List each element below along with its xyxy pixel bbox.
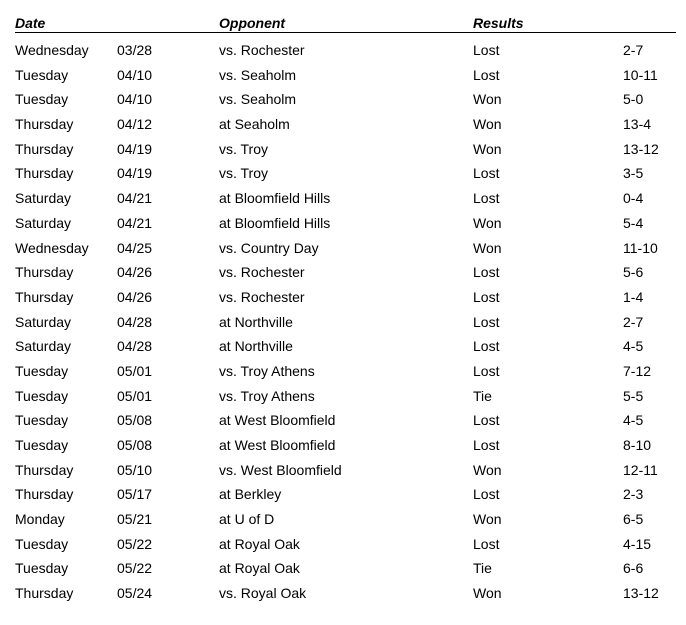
cell-day: Thursday: [15, 288, 74, 305]
table-row: [15, 211, 676, 236]
cell-opponent: vs. Rochester: [219, 264, 305, 281]
cell-opponent: at Bloomfield Hills: [219, 214, 331, 231]
table-row: [15, 38, 676, 63]
cell-result: Lost: [473, 313, 500, 330]
table-row: [15, 161, 676, 186]
table-row: [15, 433, 676, 458]
cell-result: Lost: [473, 486, 500, 503]
cell-day: Thursday: [15, 140, 74, 157]
cell-result: Won: [473, 116, 502, 133]
header-date: Date: [15, 15, 46, 31]
cell-score: 11-10: [623, 239, 658, 256]
cell-date: 04/28: [117, 338, 153, 355]
cell-date: 04/25: [117, 239, 153, 256]
cell-day: Tuesday: [15, 560, 69, 577]
cell-opponent: at Seaholm: [219, 116, 290, 133]
table-row: [15, 384, 676, 409]
cell-date: 04/12: [117, 116, 153, 133]
cell-date: 05/01: [117, 387, 153, 404]
cell-opponent: vs. Royal Oak: [219, 585, 307, 602]
cell-score: 7-12: [623, 362, 652, 379]
cell-score: 6-6: [623, 560, 644, 577]
cell-opponent: vs. Seaholm: [219, 91, 297, 108]
cell-opponent: vs. Rochester: [219, 42, 305, 58]
cell-day: Saturday: [15, 190, 72, 207]
cell-opponent: vs. Troy Athens: [219, 387, 315, 404]
table-row: [15, 334, 676, 359]
table-row: [15, 581, 676, 606]
cell-score: 4-5: [623, 412, 644, 429]
cell-score: 5-4: [623, 214, 644, 231]
header-results: Results: [473, 15, 524, 31]
cell-date: 05/08: [117, 412, 153, 429]
table-row: [15, 556, 676, 581]
table-row: [15, 482, 676, 507]
cell-day: Saturday: [15, 338, 72, 355]
cell-date: 05/08: [117, 437, 153, 453]
cell-opponent: at Royal Oak: [219, 560, 300, 577]
cell-date: 03/28: [117, 42, 153, 58]
cell-opponent: vs. Rochester: [219, 288, 305, 305]
table-row: [15, 260, 676, 285]
table-row: [15, 63, 676, 88]
cell-date: 04/28: [117, 313, 153, 330]
cell-score: 2-3: [623, 486, 644, 503]
cell-date: 04/19: [117, 165, 153, 182]
cell-opponent: at Northville: [219, 313, 293, 330]
cell-opponent: at Northville: [219, 338, 293, 355]
cell-score: 6-5: [623, 511, 644, 528]
cell-score: 4-15: [623, 535, 652, 552]
cell-opponent: vs. West Bloomfield: [219, 461, 342, 478]
cell-score: 10-11: [623, 66, 658, 83]
cell-score: 13-12: [623, 585, 659, 602]
cell-opponent: at West Bloomfield: [219, 412, 336, 429]
table-row: [15, 408, 676, 433]
cell-date: 04/10: [117, 91, 153, 108]
table-row: [15, 310, 676, 335]
cell-opponent: at U of D: [219, 511, 275, 528]
table-row: [15, 137, 676, 162]
cell-result: Lost: [473, 165, 500, 182]
table-body: [15, 38, 676, 606]
cell-day: Tuesday: [15, 91, 69, 108]
cell-score: 2-7: [623, 42, 644, 58]
cell-score: 12-11: [623, 461, 658, 478]
cell-score: 0-4: [623, 190, 644, 207]
cell-day: Wednesday: [15, 239, 89, 256]
cell-opponent: at Royal Oak: [219, 535, 300, 552]
cell-date: 05/17: [117, 486, 153, 503]
header-opponent: Opponent: [219, 15, 286, 31]
cell-date: 04/26: [117, 264, 153, 281]
cell-result: Lost: [473, 42, 500, 58]
cell-date: 04/26: [117, 288, 153, 305]
cell-score: 13-12: [623, 140, 659, 157]
cell-score: 1-4: [623, 288, 644, 305]
cell-opponent: at Berkley: [219, 486, 282, 503]
cell-result: Lost: [473, 288, 500, 305]
cell-score: 5-5: [623, 387, 644, 404]
cell-date: 05/22: [117, 560, 153, 577]
cell-day: Thursday: [15, 486, 74, 503]
cell-result: Won: [473, 140, 502, 157]
cell-score: 8-10: [623, 437, 652, 453]
cell-opponent: vs. Country Day: [219, 239, 319, 256]
cell-result: Won: [473, 585, 502, 602]
cell-day: Saturday: [15, 313, 72, 330]
cell-day: Monday: [15, 511, 65, 528]
cell-day: Thursday: [15, 264, 74, 281]
cell-result: Lost: [473, 66, 500, 83]
cell-score: 5-6: [623, 264, 644, 281]
cell-date: 05/22: [117, 535, 153, 552]
cell-result: Lost: [473, 190, 500, 207]
table-row: [15, 507, 676, 532]
cell-opponent: at Bloomfield Hills: [219, 190, 331, 207]
cell-day: Saturday: [15, 214, 72, 231]
table-row: [15, 532, 676, 557]
cell-date: 04/21: [117, 190, 153, 207]
cell-result: Lost: [473, 437, 500, 453]
table-row: [15, 112, 676, 137]
cell-result: Lost: [473, 264, 500, 281]
cell-score: 2-7: [623, 313, 644, 330]
cell-opponent: vs. Troy: [219, 165, 269, 182]
cell-day: Tuesday: [15, 412, 69, 429]
table-row: [15, 87, 676, 112]
cell-date: 04/10: [117, 66, 153, 83]
cell-date: 05/21: [117, 511, 153, 528]
cell-result: Won: [473, 239, 502, 256]
cell-day: Tuesday: [15, 437, 69, 453]
cell-day: Tuesday: [15, 387, 69, 404]
table-row: [15, 285, 676, 310]
cell-result: Won: [473, 91, 502, 108]
table-row: [15, 359, 676, 384]
cell-result: Tie: [473, 560, 492, 577]
cell-opponent: at West Bloomfield: [219, 437, 336, 453]
cell-score: 13-4: [623, 116, 652, 133]
cell-result: Tie: [473, 387, 492, 404]
cell-date: 04/21: [117, 214, 153, 231]
cell-opponent: vs. Troy Athens: [219, 362, 315, 379]
table-header: [15, 14, 676, 33]
table-row: [15, 186, 676, 211]
cell-date: 05/10: [117, 461, 153, 478]
cell-result: Won: [473, 461, 502, 478]
cell-score: 4-5: [623, 338, 644, 355]
cell-day: Tuesday: [15, 362, 69, 379]
cell-result: Lost: [473, 412, 500, 429]
cell-result: Lost: [473, 362, 500, 379]
table-row: [15, 458, 676, 483]
cell-opponent: vs. Seaholm: [219, 66, 297, 83]
cell-day: Thursday: [15, 461, 74, 478]
cell-day: Tuesday: [15, 66, 69, 83]
cell-score: 3-5: [623, 165, 644, 182]
cell-date: 04/19: [117, 140, 153, 157]
cell-day: Thursday: [15, 585, 74, 602]
cell-day: Thursday: [15, 116, 74, 133]
cell-result: Won: [473, 511, 502, 528]
cell-date: 05/24: [117, 585, 153, 602]
cell-result: Lost: [473, 535, 500, 552]
cell-day: Tuesday: [15, 535, 69, 552]
cell-day: Thursday: [15, 165, 74, 182]
cell-opponent: vs. Troy: [219, 140, 269, 157]
cell-result: Won: [473, 214, 502, 231]
table-row: [15, 236, 676, 261]
cell-date: 05/01: [117, 362, 153, 379]
cell-score: 5-0: [623, 91, 644, 108]
cell-result: Lost: [473, 338, 500, 355]
cell-day: Wednesday: [15, 42, 89, 58]
